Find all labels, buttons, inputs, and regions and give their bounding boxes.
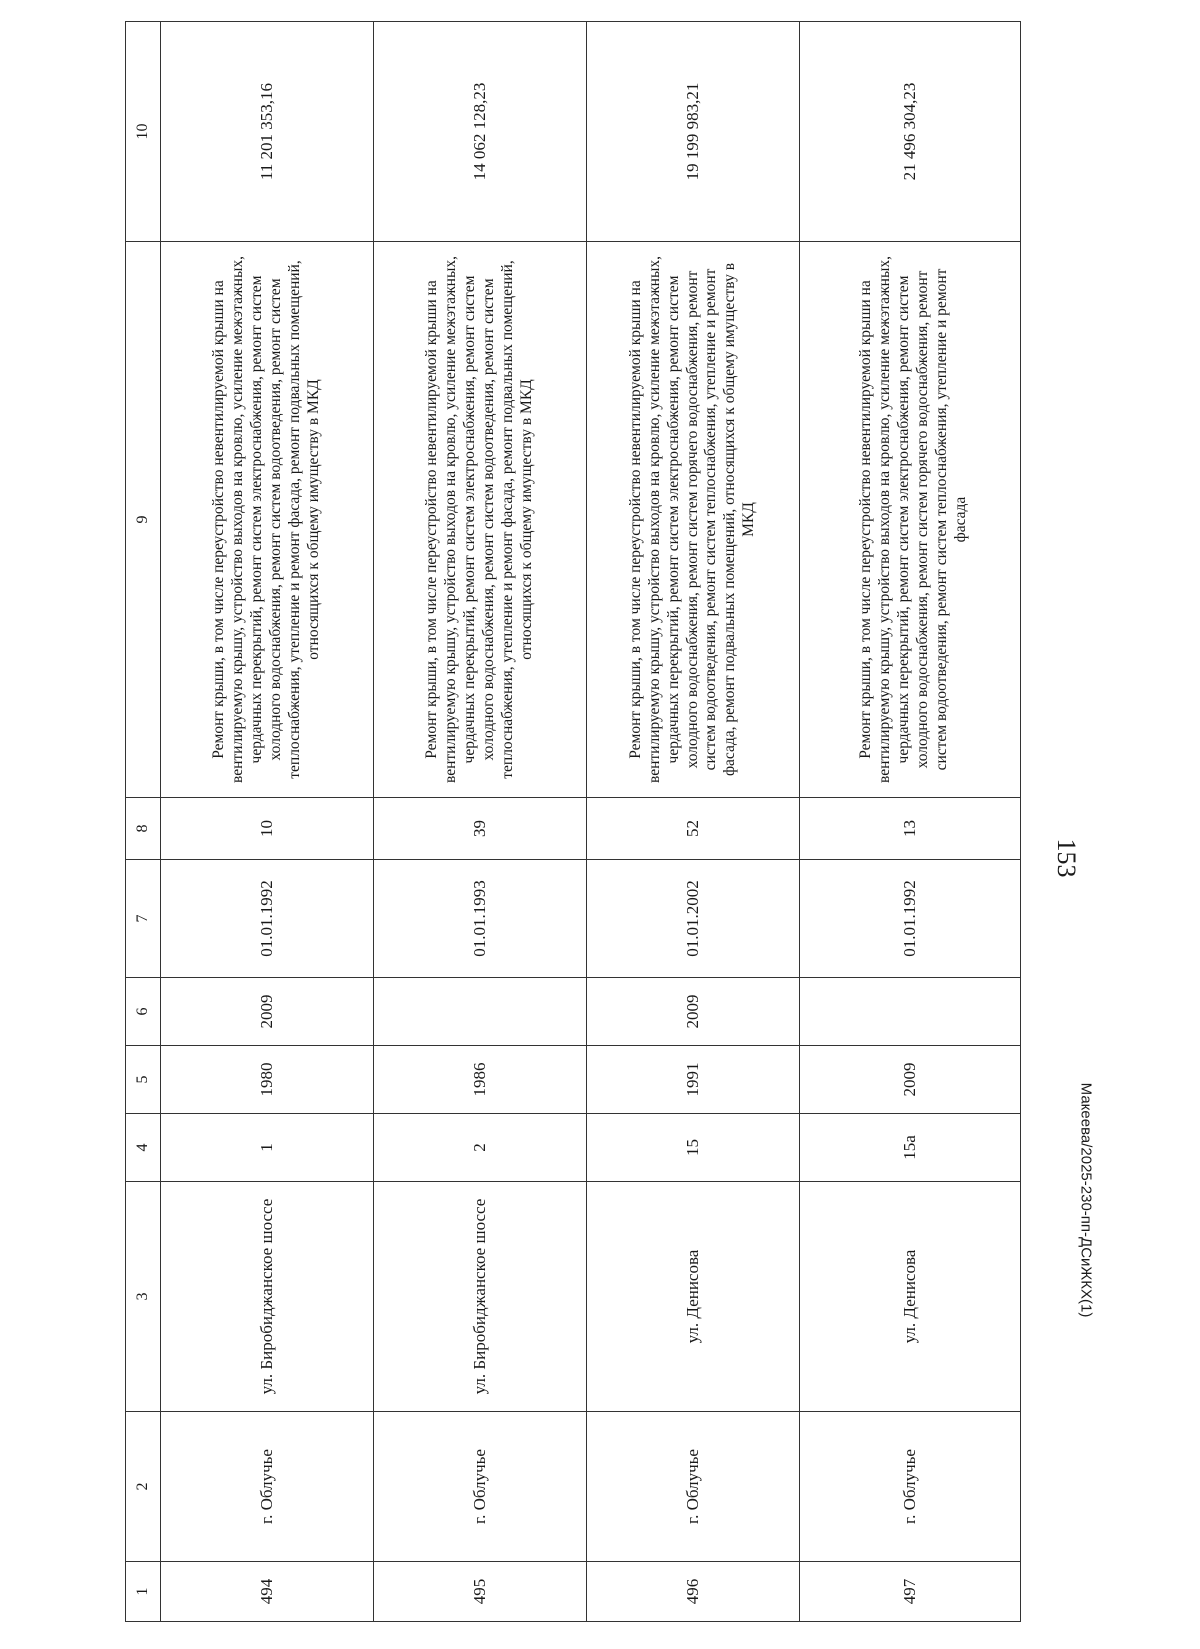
date-cell: 01.01.2002 [587, 860, 800, 978]
date-cell: 01.01.1992 [161, 860, 374, 978]
column-number: 3 [126, 1182, 161, 1412]
street-cell: ул. Биробиджанское шоссе [161, 1182, 374, 1412]
cost-cell: 19 199 983,21 [587, 22, 800, 242]
column-number: 9 [126, 242, 161, 798]
year-built-cell: 1991 [587, 1046, 800, 1114]
row-number: 495 [374, 1562, 587, 1622]
street-cell: ул. Денисова [800, 1182, 1021, 1412]
year-built-cell: 1980 [161, 1046, 374, 1114]
house-cell: 2 [374, 1114, 587, 1182]
street-cell: ул. Биробиджанское шоссе [374, 1182, 587, 1412]
value-cell: 10 [161, 798, 374, 860]
column-number: 1 [126, 1562, 161, 1622]
value-cell: 39 [374, 798, 587, 860]
row-number: 496 [587, 1562, 800, 1622]
row-number: 497 [800, 1562, 1021, 1622]
date-cell: 01.01.1992 [800, 860, 1021, 978]
row-number: 494 [161, 1562, 374, 1622]
value-cell: 13 [800, 798, 1021, 860]
register-table [125, 21, 1021, 1622]
column-number: 5 [126, 1046, 161, 1114]
register-table-container [125, 22, 985, 1622]
column-number: 8 [126, 798, 161, 860]
column-number: 10 [126, 22, 161, 242]
column-number: 7 [126, 860, 161, 978]
document-code: Макеева/2025-230-пп-ДСиЖКХ(1) [1077, 1082, 1095, 1318]
city-cell: г. Облучье [587, 1412, 800, 1562]
column-number: 6 [126, 978, 161, 1046]
year-repair-cell: 2009 [587, 978, 800, 1046]
year-built-cell: 2009 [800, 1046, 1021, 1114]
date-cell: 01.01.1993 [374, 860, 587, 978]
house-cell: 1 [161, 1114, 374, 1182]
works-cell: Ремонт крыши, в том числе переустройство невентилируемой крыши на вентилируемую крышу, устройство выходов на кровлю, усиление межэтажных, чердачных перекрытий, ремонт систем электроснабжения, ремонт систем холодного водоснабжения, ремонт систем горячего водоснабжения, ремонт систем водоотведения, ремонт систем теплоснабжения, утепление и ремонт фасада [800, 242, 1021, 798]
house-cell: 15 [587, 1114, 800, 1182]
column-number: 4 [126, 1114, 161, 1182]
year-repair-cell [800, 978, 1021, 1046]
city-cell: г. Облучье [800, 1412, 1021, 1562]
value-cell: 52 [587, 798, 800, 860]
page-number: 153 [1052, 838, 1081, 878]
works-cell: Ремонт крыши, в том числе переустройство невентилируемой крыши на вентилируемую крышу, устройство выходов на кровлю, усиление межэтажных, чердачных перекрытий, ремонт систем электроснабжения, ремонт систем холодного водоснабжения, ремонт систем горячего водоснабжения, ремонт систем водоотведения, ремонт систем теплоснабжения, утепление и ремонт фасада, ремонт подвальных помещений, относящихся к общему имуществу в МКД [587, 242, 800, 798]
year-repair-cell [374, 978, 587, 1046]
works-cell: Ремонт крыши, в том числе переустройство невентилируемой крыши на вентилируемую крышу, устройство выходов на кровлю, усиление межэтажных, чердачных перекрытий, ремонт систем электроснабжения, ремонт систем холодного водоснабжения, ремонт систем водоотведения, ремонт систем теплоснабжения, утепление и ремонт фасада, ремонт подвальных помещений, относящихся к общему имуществу в МКД [161, 242, 374, 798]
works-cell: Ремонт крыши, в том числе переустройство невентилируемой крыши на вентилируемую крышу, устройство выходов на кровлю, усиление межэтажных, чердачных перекрытий, ремонт систем электроснабжения, ремонт систем холодного водоснабжения, ремонт систем водоотведения, ремонт систем теплоснабжения, утепление и ремонт фасада, ремонт подвальных помещений, относящихся к общему имуществу в МКД [374, 242, 587, 798]
street-cell: ул. Денисова [587, 1182, 800, 1412]
column-number-row [126, 22, 161, 1622]
table-row [800, 22, 1021, 1622]
table-row [161, 22, 374, 1622]
city-cell: г. Облучье [374, 1412, 587, 1562]
city-cell: г. Облучье [161, 1412, 374, 1562]
cost-cell: 11 201 353,16 [161, 22, 374, 242]
column-number: 2 [126, 1412, 161, 1562]
table-row [374, 22, 587, 1622]
table-row [587, 22, 800, 1622]
house-cell: 15а [800, 1114, 1021, 1182]
year-built-cell: 1986 [374, 1046, 587, 1114]
year-repair-cell: 2009 [161, 978, 374, 1046]
cost-cell: 14 062 128,23 [374, 22, 587, 242]
cost-cell: 21 496 304,23 [800, 22, 1021, 242]
